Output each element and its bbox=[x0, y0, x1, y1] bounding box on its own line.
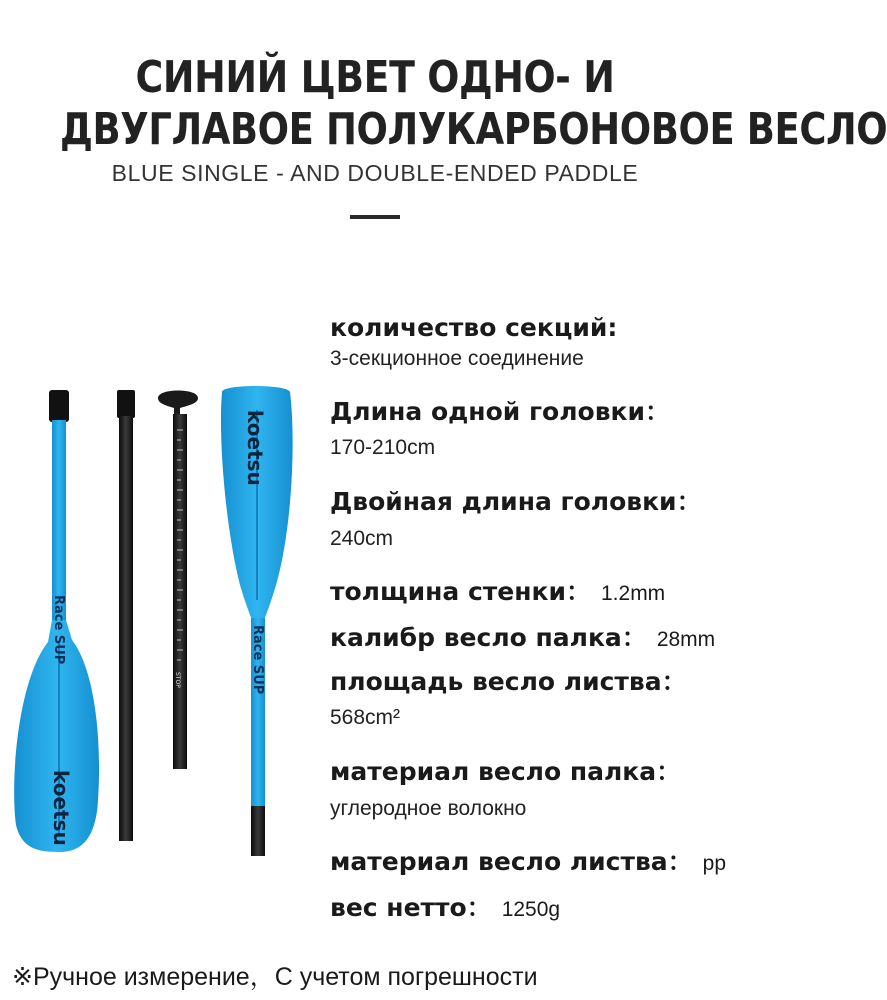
stop-text: STOP bbox=[174, 672, 181, 688]
race-sup-text-1: Race SUP bbox=[51, 595, 66, 665]
blade-area-label: площадь весло листва： bbox=[330, 667, 687, 696]
single-length-label: Длина одной головки： bbox=[330, 397, 671, 426]
caliber-row bbox=[330, 618, 715, 654]
shaft-material-value: углеродное волокно bbox=[330, 797, 527, 820]
divider bbox=[350, 215, 400, 219]
net-weight-row bbox=[330, 888, 560, 924]
net-weight-value: 1250g bbox=[501, 898, 561, 921]
sections-value: 3-секционное соединение bbox=[330, 347, 584, 370]
sections-label: количество секций: bbox=[330, 313, 618, 342]
t-handle-shaft bbox=[158, 391, 198, 770]
net-weight-label: вес нетто： bbox=[330, 893, 492, 922]
wall-thickness-row bbox=[330, 572, 665, 608]
caliber-label: калибр весло палка： bbox=[330, 623, 647, 652]
race-sup-text-2: Race SUP bbox=[250, 625, 265, 695]
caliber-value: 28mm bbox=[656, 628, 716, 651]
wall-thickness-label: толщина стенки： bbox=[330, 577, 591, 606]
title-line-1: СИНИЙ ЦВЕТ ОДНО- И bbox=[135, 52, 615, 103]
blade-material-value: pp bbox=[702, 852, 727, 875]
single-length-value: 170-210cm bbox=[330, 436, 436, 459]
double-length-label: Двойная длина головки： bbox=[330, 487, 702, 516]
brand-text-1: koetsu bbox=[49, 770, 73, 846]
lower-shaft-with-blade bbox=[14, 390, 99, 852]
title-line-2: ДВУГЛАВОЕ ПОЛУКАРБОНОВОЕ ВЕСЛО bbox=[60, 104, 887, 155]
double-length-value: 240cm bbox=[330, 527, 394, 550]
measurement-footnote: ※Ручное измерение，С учетом погрешности bbox=[12, 963, 538, 991]
brand-text-2: koetsu bbox=[243, 410, 267, 486]
middle-carbon-shaft bbox=[117, 390, 135, 841]
blade-area-value: 568cm² bbox=[330, 706, 401, 729]
shaft-material-label: материал весло палка： bbox=[330, 757, 682, 786]
wall-thickness-value: 1.2mm bbox=[601, 582, 666, 605]
paddle-illustration bbox=[0, 380, 330, 860]
upper-blade-with-shaft bbox=[221, 386, 293, 856]
blade-material-row bbox=[330, 842, 726, 878]
subtitle: BLUE SINGLE - AND DOUBLE-ENDED PADDLE bbox=[111, 160, 639, 186]
blade-material-label: материал весло листва： bbox=[330, 847, 693, 876]
